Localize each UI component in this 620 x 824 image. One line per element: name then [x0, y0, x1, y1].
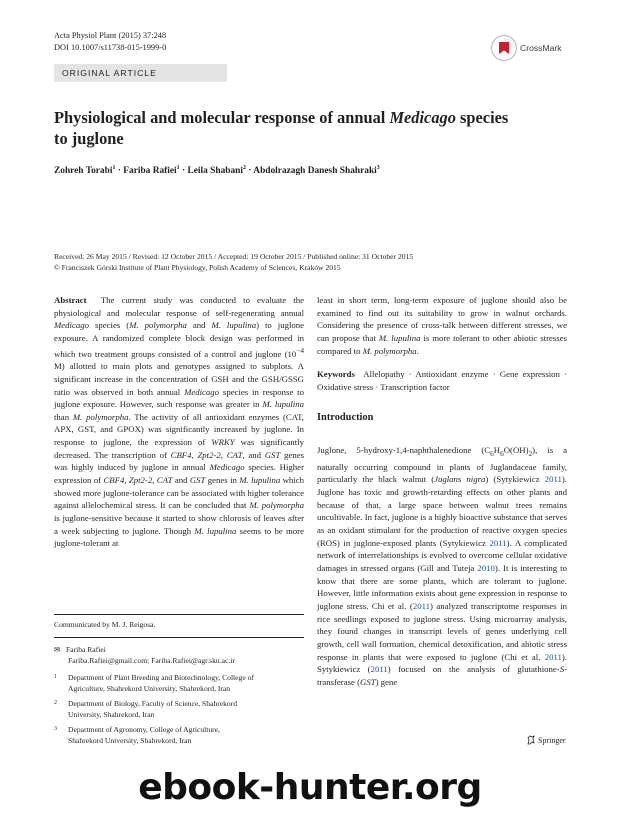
doi[interactable]: DOI 10.1007/s11738-015-1999-0: [54, 43, 167, 52]
contact-name: Fariba Rafiei: [66, 645, 106, 654]
abstract-text: Abstract The current study was conducted to evaluate the physiological and molecular response of self-regenerating annual Medicago species (M. polymorpha and M. lupulina) to juglone exposure. A randomized complete block design was performed in which two treatment groups consisted of a control and juglone ($10^{-4}$ M) allotted to main plots and genotypes assigned to subplots. A significant increase in the concentration of GSH and the GSH/GSSG ratio was observed in both annual Medicago species in response to juglone exposure. However, such response was greater in M. lupulina than M. polymorpha. The activity of all antioxidant enzymes (CAT, APX, GST, and GPOX) was significantly increased by juglone. In response to juglone, the expression of WRKY was significantly decreased. The transcription of CBF4, Zpt2-2, CAT, and GST genes was highly induced by juglone in annual Medicago species. Higher expression of CBF4, Zpt2-2, CAT and GST genes in M. lupulina which showed more juglone-tolerance can be associated with higher tolerance against allelochemical stress. It can be concluded that M. polymorpha is juglone-sensitive because it started to show chlorosis of leaves after a week subjecting to juglone. Though M. lupulina seems to be more juglone-tolerant at: [54, 295, 305, 549]
author-name[interactable]: Leila Shabani: [187, 166, 243, 177]
journal-info: [54, 30, 166, 54]
affiliation: 3 Department of Agronomy, College of Agriculture, Shahrekord University, Shahrekord, Iran: [54, 725, 220, 745]
journal-citation: Acta Physiol Plant (2015) 37:248: [54, 31, 167, 40]
crossmark-icon: [490, 34, 518, 62]
corresponding-author: [54, 644, 235, 666]
citation-link[interactable]: 2011: [412, 600, 430, 611]
springer-logo: Springer: [526, 735, 566, 745]
crossmark-label: CrossMark: [520, 43, 562, 53]
abstract-label: Abstract: [54, 295, 87, 305]
abstract-column: [54, 294, 304, 550]
keywords: Keywords Allelopathy · Antioxidant enzyme · Gene expression · Oxidative stress · Transcription factor: [317, 369, 567, 392]
author-name[interactable]: Zohreh Torabi: [54, 166, 113, 177]
introduction-text: Juglone, 5-hydroxy-1,4-naphthalenedione $(C_6H_6O(OH)_2)$, is a naturally occurring compound in plants of Juglandaceae family, particularly the black walnut (Juglans nigra) (Sytykiewicz 2011). Juglone has toxic and growth-retarding effects on other plants and because of that, a large space between walnut trees remains uncultivable. In fact, juglone is a highly bioactive substance that serves as an oxidant stimulant for the production of reactive oxygen species (ROS) in juglone-exposed plants (Sytykiewicz 2011). A complicated network of interrelationships is evolved to overcome cellular oxidative damages in stressed organs (Gill and Tuteja 2010). It is interesting to know that there are some plants, which are tolerant to juglone. However, little information exists about gene expression in response to juglone stress. Chi et al. (2011) analyzed transcriptome responses in rice seedlings exposed to juglone stress. Using microarray analysis, they found changes in transcript levels of genes underlying cell growth, cell wall formation, chemical detoxification, and abiotic stress response in plants that were exposed to juglone (Chi et al. 2011). Sytykiewicz (2011) focused on the analysis of glutathione-S-transferase (GST) gene: [317, 445, 568, 687]
article-type-band: ORIGINAL ARTICLE: [54, 64, 227, 82]
citation-link[interactable]: 2011: [544, 474, 562, 485]
footnote-divider: [54, 637, 304, 638]
author-name[interactable]: Abdolrazagh Danesh Shahraki: [253, 166, 377, 177]
watermark: ebook-hunter.org: [138, 767, 482, 808]
right-column: [317, 294, 567, 688]
crossmark-badge[interactable]: [490, 34, 562, 62]
abstract-continuation: least in short term, long-term exposure of juglone should also be examined to find out its suitability to grow in walnut orchards. Considering the presence of cross-talk between different stresses, we can propose that M. lupulina is more tolerant to other abiotic stresses compared to M. polymorpha.: [317, 295, 568, 356]
citation-link[interactable]: 2011: [544, 651, 562, 662]
affiliation: 1 Department of Plant Breeding and Biotechnology, College of Agriculture, Shahrekord University, Shahrekord, Iran: [54, 673, 254, 693]
contact-email[interactable]: Fariba.Rafiei@gmail.com; Fariba.Rafiei@agr.sku.ac.ir: [68, 656, 235, 665]
publication-dates: Received: 26 May 2015 / Revised: 12 October 2015 / Accepted: 19 October 2015 / Published online: 31 October 2015 © Franciszek Górski Institute of Plant Physiology, Polish Academy of Sciences, Kraków 2015: [54, 251, 574, 273]
envelope-icon: ✉: [54, 645, 61, 654]
affiliation: 2 Department of Biology, Faculty of Science, Shahrekord University, Shahrekord, Iran: [54, 699, 238, 719]
article-title: Physiological and molecular response of annual Medicago species to juglone: [54, 108, 509, 148]
citation-link[interactable]: 2011: [489, 537, 507, 548]
keywords-label: Keywords: [317, 369, 355, 380]
citation-link[interactable]: 2011: [370, 664, 388, 675]
author-list: Zohreh Torabi$^1$ · Fariba Rafiei$^1$ · Leila Shabani$^2$ · Abdolrazagh Danesh Shahraki$^3$: [54, 165, 380, 177]
citation-link[interactable]: 2010: [477, 562, 495, 573]
springer-horse-icon: [526, 735, 536, 745]
footnote-divider: [54, 614, 304, 615]
copyright-line: © Franciszek Górski Institute of Plant Physiology, Polish Academy of Sciences, Kraków 2015: [54, 263, 341, 272]
communicated-by: Communicated by M. J. Reigosa.: [54, 620, 156, 629]
section-heading-introduction: Introduction: [317, 411, 374, 423]
author-name[interactable]: Fariba Rafiei: [123, 166, 177, 177]
